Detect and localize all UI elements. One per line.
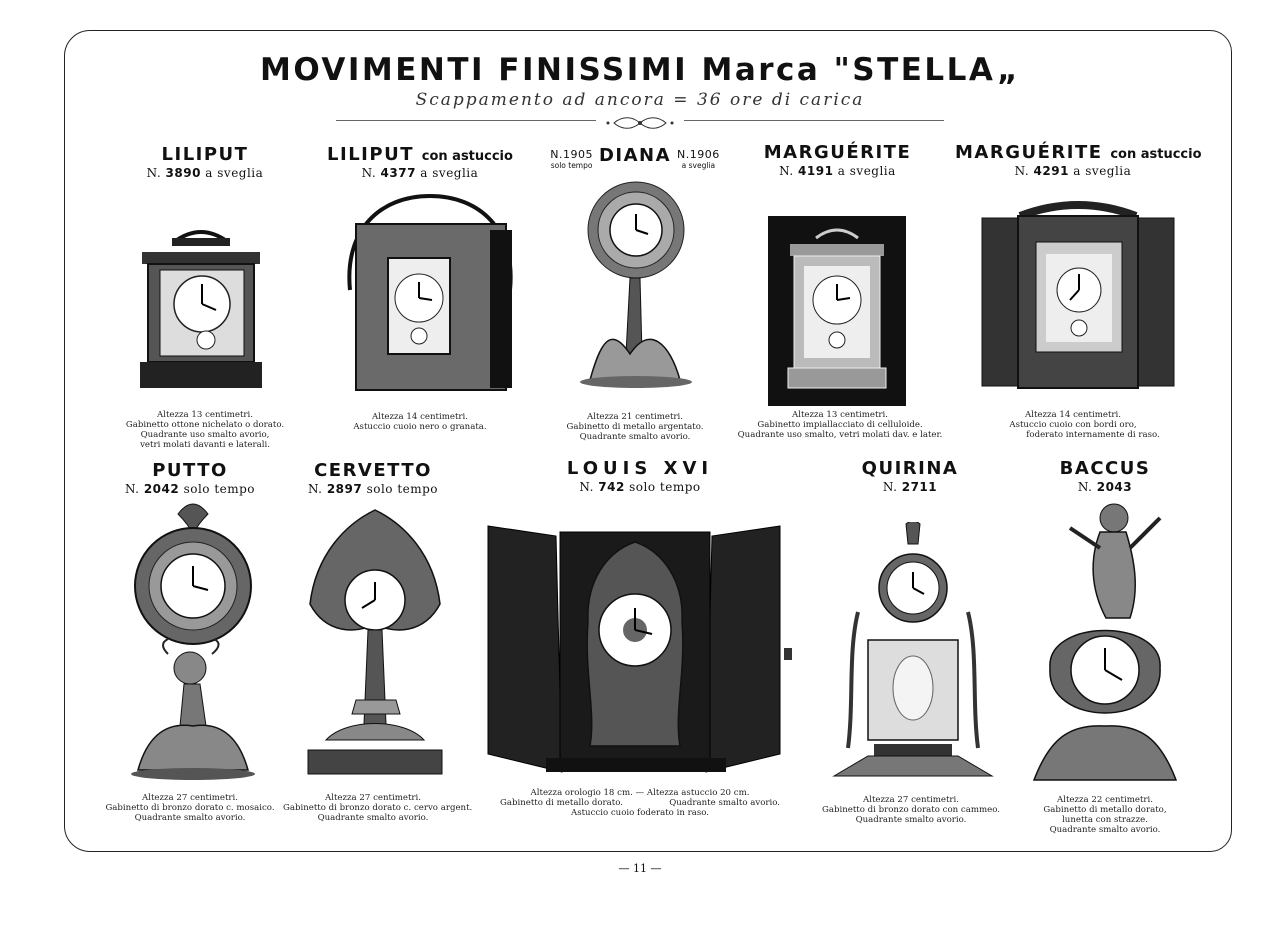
diana-heading [540, 145, 730, 170]
putto-clock-illustration [128, 494, 258, 784]
diana-right-number: N.1906 [677, 148, 720, 161]
liliput-case-code: N. 4377 a sveglia [361, 166, 479, 180]
marguerite-caption: Altezza 13 centimetri. Gabinetto impiallacciato di celluloide. Quadrante uso smalto, vetri molati dav. e later. [737, 410, 943, 440]
marguerite-heading [745, 142, 930, 178]
liliput-heading [120, 144, 290, 180]
louis-code: N. 742 solo tempo [579, 480, 701, 494]
marguerite-case-code: N. 4291 a sveglia [1014, 164, 1132, 178]
putto-code: N. 2042 solo tempo [124, 482, 256, 496]
putto-heading [110, 460, 270, 496]
marguerite-case-name: MARGUÉRITE [955, 142, 1103, 163]
liliput-code: N. 3890 a sveglia [146, 166, 264, 180]
quirina-name: QUIRINA [861, 458, 959, 479]
louis-caption: Altezza orologio 18 cm. — Altezza astuccio 20 cm. Gabinetto di metallo dorato. Quadrante smalto avorio. Astuccio cuoio foderato in raso. [500, 788, 780, 818]
ornament-icon [600, 114, 680, 132]
liliput-case-extra: con astuccio [421, 149, 513, 164]
liliput-case-heading [320, 144, 520, 180]
diana-caption: Altezza 21 centimetri. Gabinetto di metallo argentato. Quadrante smalto avorio. [566, 412, 704, 442]
diana-left-sub: solo tempo [550, 161, 593, 170]
liliput-case-name: LILIPUT [327, 144, 414, 165]
page-number: — 11 — [618, 862, 662, 875]
diana-left-number: N.1905 [550, 148, 593, 161]
louis-clock-illustration [486, 522, 796, 774]
cervetto-heading [288, 460, 458, 496]
diana-name: DIANA [598, 145, 672, 166]
cervetto-name: CERVETTO [314, 460, 432, 481]
liliput-case-clock-illustration [340, 190, 520, 394]
quirina-code: N. 2711 [882, 480, 938, 494]
liliput-case-caption: Altezza 14 centimetri. Astuccio cuoio nero o granata. [353, 412, 487, 432]
putto-name: PUTTO [152, 460, 228, 481]
cervetto-code: N. 2897 solo tempo [307, 482, 439, 496]
diana-right-sub: a sveglia [681, 161, 716, 170]
louis-heading [545, 458, 735, 494]
diana-clock-illustration [570, 174, 700, 392]
marguerite-case-heading [955, 142, 1202, 178]
quirina-clock-illustration [828, 522, 998, 784]
baccus-heading [1030, 458, 1180, 494]
marguerite-case-caption: Altezza 14 centimetri. Astuccio cuoio con bordi oro, foderato internamente di raso. [1009, 410, 1160, 440]
quirina-heading [825, 458, 995, 494]
cervetto-clock-illustration [296, 504, 454, 786]
title-rule-right [684, 120, 944, 121]
marguerite-name: MARGUÉRITE [763, 142, 912, 163]
liliput-clock-illustration [138, 222, 264, 392]
louis-name: LOUIS XVI [566, 458, 714, 479]
baccus-clock-illustration [1030, 498, 1180, 784]
baccus-caption: Altezza 22 centimetri. Gabinetto di metallo dorato, lunetta con strazze. Quadrante smalto avorio. [1043, 795, 1167, 835]
putto-caption: Altezza 27 centimetri. Gabinetto di bronzo dorato c. mosaico. Quadrante smalto avorio. [105, 793, 275, 823]
catalog-title: MOVIMENTI FINISSIMI Marca "STELLA„ [259, 52, 1021, 88]
marguerite-clock-illustration [768, 216, 906, 406]
marguerite-case-extra: con astuccio [1110, 147, 1202, 162]
baccus-name: BACCUS [1059, 458, 1151, 479]
quirina-caption: Altezza 27 centimetri. Gabinetto di bronzo dorato con cammeo. Quadrante smalto avorio. [822, 795, 1000, 825]
catalog-subtitle: Scappamento ad ancora = 36 ore di carica [415, 90, 865, 110]
marguerite-case-clock-illustration [980, 196, 1176, 392]
liliput-name: LILIPUT [161, 144, 249, 165]
cervetto-caption: Altezza 27 centimetri. Gabinetto di bronzo dorato c. cervo argent. Quadrante smalto avorio. [283, 793, 473, 823]
baccus-code: N. 2043 [1077, 480, 1133, 494]
title-rule-left [336, 120, 596, 121]
liliput-caption: Altezza 13 centimetri. Gabinetto ottone nichelato o dorato. Quadrante uso smalto avorio, vetri molati davanti e laterali. [125, 410, 285, 450]
marguerite-code: N. 4191 a sveglia [779, 164, 896, 178]
